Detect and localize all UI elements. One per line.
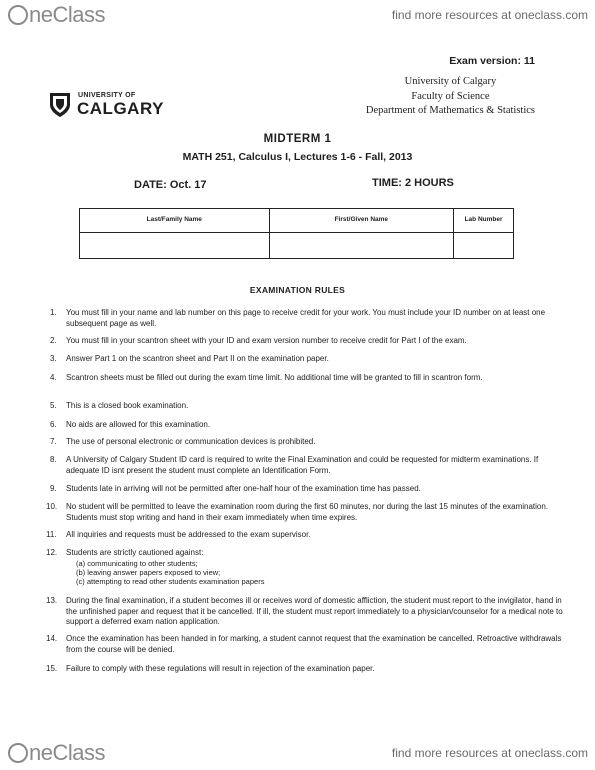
sub-item: (a) communicating to other students; (76, 558, 198, 568)
exam-version: Exam version: 11 (449, 55, 535, 67)
exam-time: TIME: 2 HOURS (372, 177, 454, 189)
first-name-header: First/Given Name (269, 209, 454, 233)
last-name-header: Last/Family Name (80, 209, 270, 233)
course-title: MATH 251, Calculus I, Lectures 1-6 - Fall, 2013 (182, 151, 413, 163)
university-logo (48, 91, 198, 121)
lab-number-header: Lab Number (454, 209, 514, 233)
dept-line: Department of Mathematics & Statistics (365, 105, 535, 116)
oneclass-logo[interactable]: neClass (8, 2, 105, 28)
oneclass-o-icon (8, 5, 28, 25)
university-of-label: UNIVERSITY OF (78, 92, 136, 99)
department-block (366, 75, 535, 119)
exam-date: DATE: Oct. 17 (134, 179, 207, 191)
last-name-field[interactable] (80, 233, 270, 259)
rules-title: EXAMINATION RULES (249, 285, 346, 295)
oneclass-tagline[interactable]: find more resources at oneclass.com (391, 746, 588, 760)
dept-line: Faculty of Science (411, 90, 490, 102)
sub-item: (b) leaving answer papers exposed to view; (76, 567, 221, 577)
university-name: CALGARY (77, 99, 164, 118)
student-info-table (79, 208, 514, 259)
exam-title: MIDTERM 1 (263, 133, 332, 145)
first-name-field[interactable] (269, 233, 454, 259)
rule-12-text: Students are strictly cautioned against: (66, 548, 204, 557)
lab-number-field[interactable] (454, 233, 514, 259)
rule-12-sublist (66, 559, 566, 586)
oneclass-footer (8, 740, 588, 768)
university-shield-icon (48, 91, 72, 119)
dept-line: University of Calgary (404, 76, 497, 87)
oneclass-header (8, 2, 588, 30)
oneclass-o-icon (8, 743, 28, 763)
oneclass-tagline[interactable]: find more resources at oneclass.com (391, 8, 588, 22)
sub-item: (c) attempting to read other students examination papers (76, 576, 265, 586)
oneclass-logo[interactable]: neClass (8, 740, 105, 766)
